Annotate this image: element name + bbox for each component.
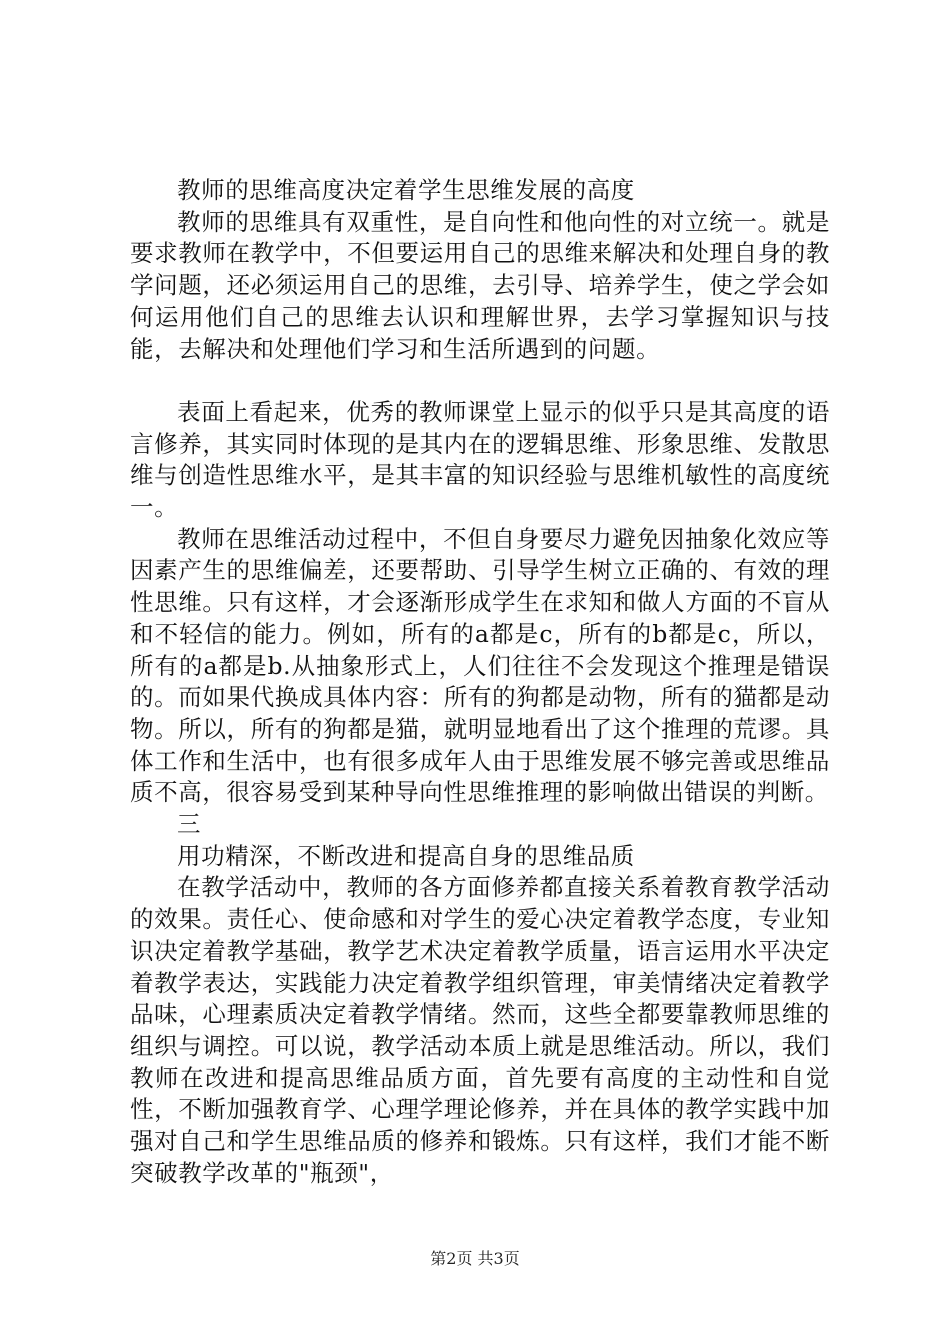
paragraph: 表面上看起来，优秀的教师课堂上显示的似乎只是其高度的语言修养，其实同时体现的是其内在的逻辑思维、形象思维、发散思维与创造性思维水平，是其丰富的知识经验与思维机敏性的高度统一。 <box>130 397 830 522</box>
section-heading: 教师的思维高度决定着学生思维发展的高度 <box>177 176 635 204</box>
page-footer: 第2页 共3页 <box>430 1249 520 1268</box>
document-body <box>130 175 830 1189</box>
paragraph: 教师在思维活动过程中，不但自身要尽力避免因抽象化效应等因素产生的思维偏差，还要帮助、引导学生树立正确的、有效的理性思维。只有这样，才会逐渐形成学生在求知和做人方面的不盲从和不轻信的能力。例如，所有的a都是c，所有的b都是c，所以，所有的a都是b.从抽象形式上，人们往往不会发现这个推理是错误的。而如果代换成具体内容：所有的狗都是动物，所有的猫都是动物。所以，所有的狗都是猫，就明显地看出了这个推理的荒谬。具体工作和生活中，也有很多成年人由于思维发展不够完善或思维品质不高，很容易受到某种导向性思维推理的影响做出错误的判断。 <box>130 524 830 807</box>
blank-line <box>130 365 830 397</box>
section-heading: 用功精深，不断改进和提高自身的思维品质 <box>177 841 635 870</box>
paragraph: 教师的思维具有双重性，是自向性和他向性的对立统一。就是要求教师在教学中，不但要运用自己的思维来解决和处理自身的教学问题，还必须运用自己的思维，去引导、培养学生，使之学会如何运用他们自己的思维去认识和理解世界，去学习掌握知识与技能，去解决和处理他们学习和生活所遇到的问题。 <box>130 207 830 363</box>
paragraph: 在教学活动中，教师的各方面修养都直接关系着教育教学活动的效果。责任心、使命感和对学生的爱心决定着教学态度，专业知识决定着教学基础，教学艺术决定着教学质量，语言运用水平决定着教学表达，实践能力决定着教学组织管理，审美情绪决定着教学品味，心理素质决定着教学情绪。然而，这些全都要靠教师思维的组织与调控。可以说，教学活动本质上就是思维活动。所以，我们教师在改进和提高思维品质方面，首先要有高度的主动性和自觉性，不断加强教育学、心理学理论修养，并在具体的教学实践中加强对自己和学生思维品质的修养和锻炼。只有这样，我们才能不断突破教学改革的"瓶颈"， <box>130 873 830 1187</box>
section-number: 三 <box>177 810 202 839</box>
